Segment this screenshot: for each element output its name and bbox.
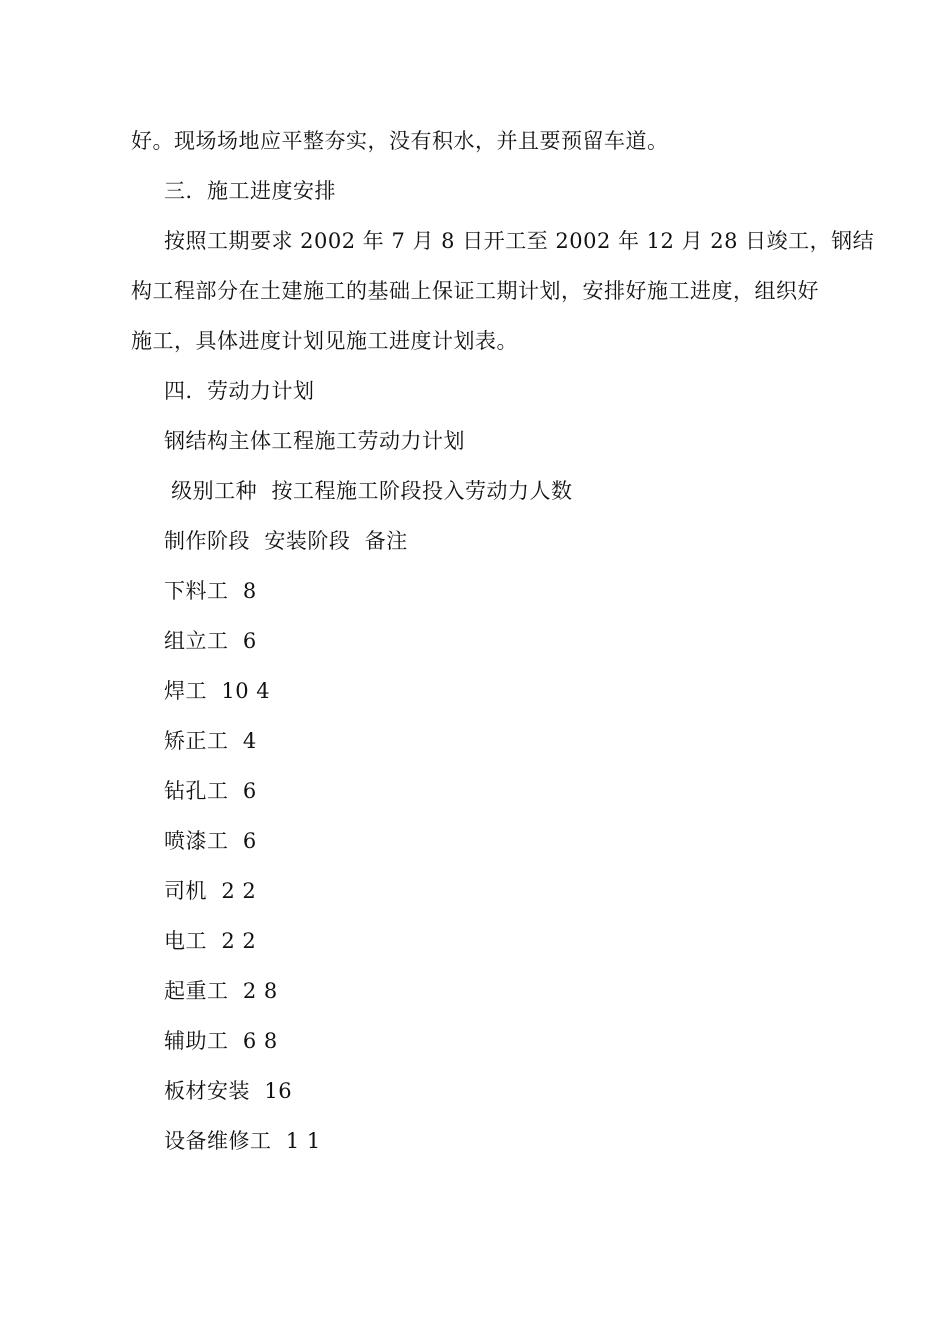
schedule-paragraph-line-3: 施工，具体进度计划见施工进度计划表。 <box>131 329 518 353</box>
labor-row: 起重工 2 8 <box>164 979 278 1003</box>
labor-row: 下料工 8 <box>164 579 257 603</box>
labor-row: 板材安装 16 <box>164 1079 293 1103</box>
labor-row: 司机 2 2 <box>164 879 257 903</box>
labor-row: 喷漆工 6 <box>164 829 257 853</box>
schedule-paragraph-line-2: 构工程部分在土建施工的基础上保证工期计划，安排好施工进度，组织好 <box>131 279 819 303</box>
labor-row: 设备维修工 1 1 <box>164 1129 321 1153</box>
labor-row: 组立工 6 <box>164 629 257 653</box>
labor-row: 矫正工 4 <box>164 729 257 753</box>
labor-row: 钻孔工 6 <box>164 779 257 803</box>
paragraph-continuation: 好。现场场地应平整夯实，没有积水，并且要预留车道。 <box>131 129 669 153</box>
labor-row: 电工 2 2 <box>164 929 257 953</box>
labor-plan-title: 钢结构主体工程施工劳动力计划 <box>164 429 465 453</box>
section-heading-schedule: 三．施工进度安排 <box>164 179 336 203</box>
labor-row: 辅助工 6 8 <box>164 1029 278 1053</box>
labor-header-row-2: 制作阶段 安装阶段 备注 <box>164 529 408 553</box>
labor-row: 焊工 10 4 <box>164 679 271 703</box>
schedule-paragraph-line-1: 按照工期要求 2002 年 7 月 8 日开工至 2002 年 12 月 28 日竣工，钢结 <box>164 229 875 253</box>
labor-header-row-1: 级别工种 按工程施工阶段投入劳动力人数 <box>164 479 573 503</box>
section-heading-labor: 四．劳动力计划 <box>164 379 315 403</box>
